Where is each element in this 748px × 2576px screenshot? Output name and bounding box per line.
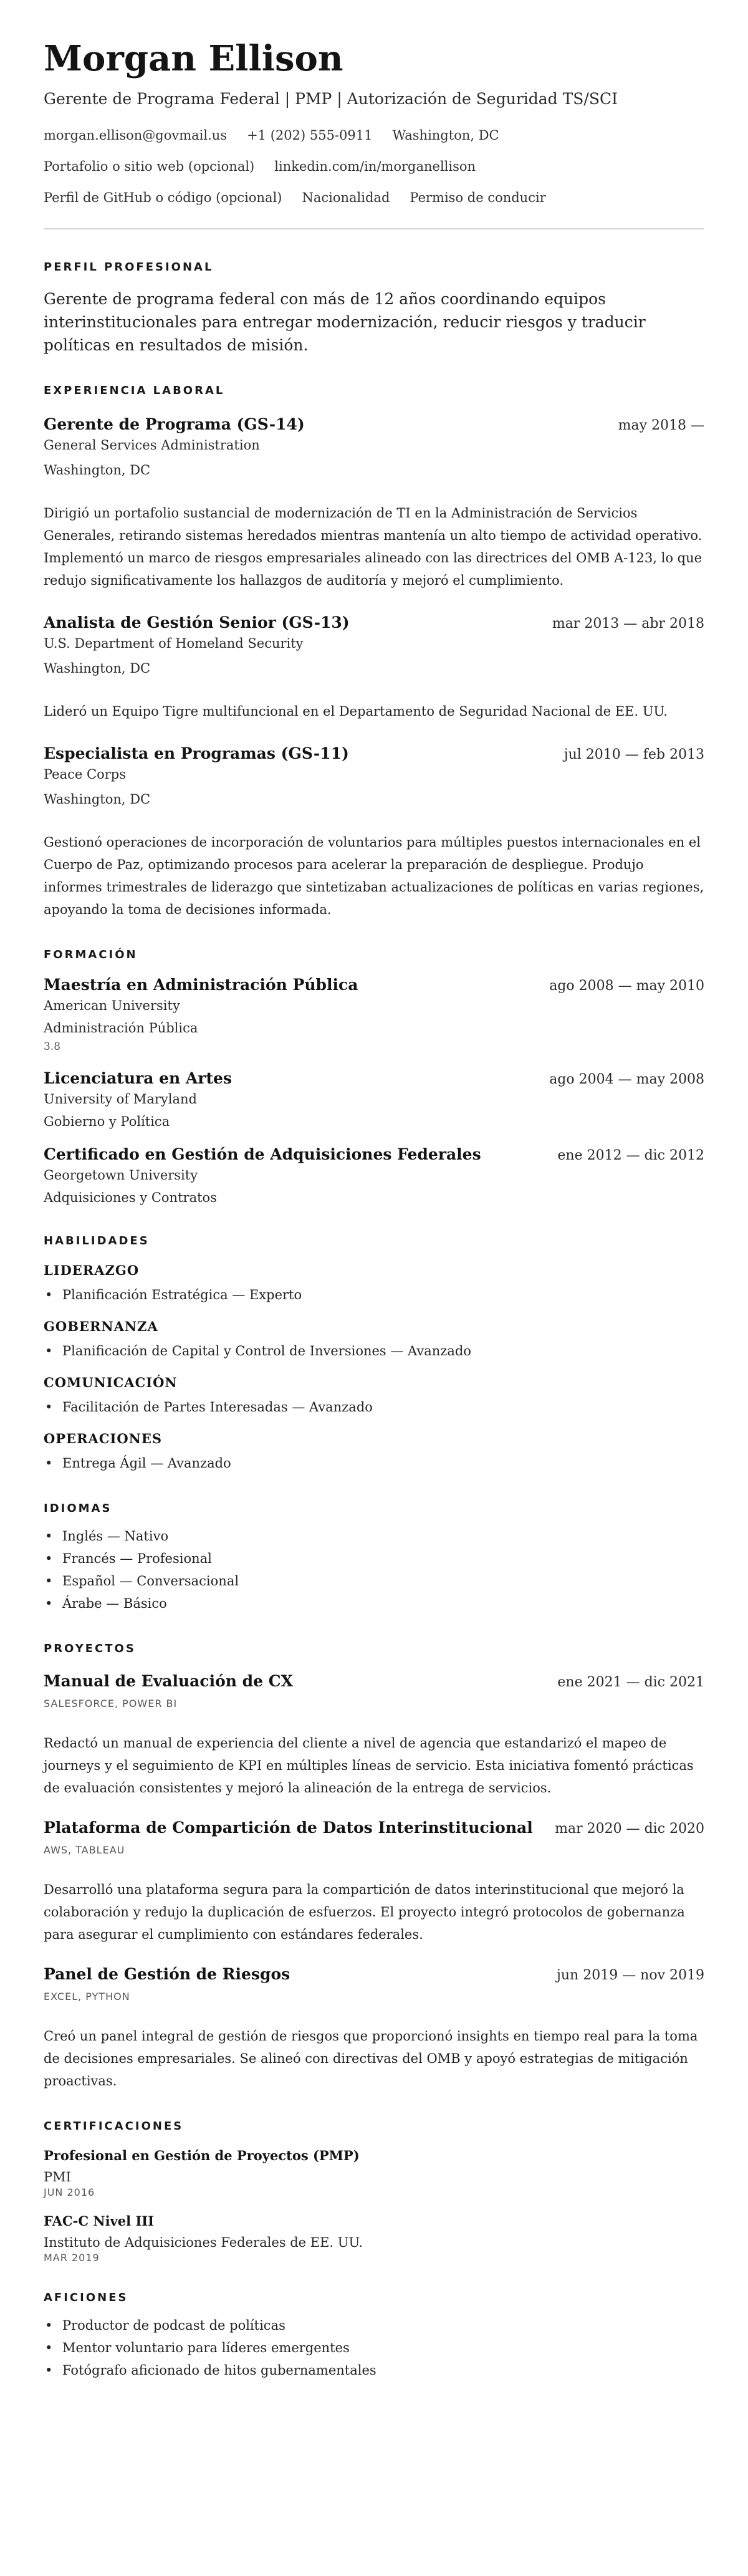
section-title: PROYECTOS	[44, 1642, 136, 1655]
certification-name: Profesional en Gestión de Proyectos (PMP)	[44, 2148, 360, 2163]
job-dates: jul 2010 — feb 2013	[563, 747, 704, 762]
entry-header	[44, 744, 704, 765]
skills-section	[44, 1234, 704, 1474]
hobby-list	[44, 2314, 704, 2381]
degree-title: Maestría en Administración Pública	[44, 976, 358, 994]
education-dates: ago 2008 — may 2010	[549, 978, 704, 994]
resume-header	[44, 37, 704, 207]
list-item: • Productor de podcast de políticas	[44, 2314, 704, 2337]
project-name: Plataforma de Compartición de Datos Interinstitucional	[44, 1819, 533, 1837]
section-title: FORMACIÓN	[44, 948, 138, 961]
hobbies-section	[44, 2291, 704, 2381]
project-dates: jun 2019 — nov 2019	[557, 1968, 704, 1983]
list-item: • Árabe — Básico	[44, 1592, 704, 1615]
project-description: Redactó un manual de experiencia del cliente a nivel de agencia que estandarizó el mapeo de journeys y el seguimiento de KPI en múltiples líneas de servicio. Esta iniciativa fomentó prácticas de evaluación consistentes y mejoró la alineación de la entrega de servicios.	[44, 1736, 694, 1795]
employer: U.S. Department of Homeland Security	[44, 636, 304, 651]
contact-row	[44, 188, 704, 207]
gpa: 3.8	[44, 1040, 61, 1053]
project-item	[44, 1964, 704, 2092]
phone-number[interactable]: +1 (202) 555-0911	[247, 128, 373, 143]
school-name: American University	[44, 998, 180, 1013]
header-divider	[44, 228, 704, 229]
skill-group	[44, 1261, 704, 1306]
skill-group-title: COMUNICACIÓN	[44, 1375, 178, 1390]
entry-header	[44, 1818, 704, 1839]
field-of-study: Gobierno y Política	[44, 1114, 170, 1129]
contact-row	[44, 126, 704, 145]
education-dates: ene 2012 — dic 2012	[557, 1148, 704, 1163]
certification-name: FAC-C Nivel III	[44, 2213, 154, 2229]
experience-item	[44, 613, 704, 723]
section-title: EXPERIENCIA LABORAL	[44, 384, 225, 397]
drivers-license: Permiso de conducir	[410, 190, 546, 205]
list-item: • Entrega Ágil — Avanzado	[44, 1452, 704, 1474]
degree-title: Certificado en Gestión de Adquisiciones Federales	[44, 1145, 481, 1163]
job-dates: mar 2013 — abr 2018	[552, 616, 704, 632]
headline: Gerente de Programa Federal | PMP | Autorización de Seguridad TS/SCI	[44, 90, 618, 108]
entry-header	[44, 1964, 704, 1986]
experience-item	[44, 744, 704, 921]
certification-item	[44, 2146, 704, 2198]
list-item: • Mentor voluntario para líderes emergentes	[44, 2337, 704, 2359]
employer: General Services Administration	[44, 438, 260, 453]
list-item: • Planificación de Capital y Control de Inversiones — Avanzado	[44, 1340, 704, 1362]
experience-item	[44, 415, 704, 592]
section-title: HABILIDADES	[44, 1234, 150, 1247]
list-item: • Francés — Profesional	[44, 1547, 704, 1570]
skill-group-title: GOBERNANZA	[44, 1319, 158, 1334]
project-name: Manual de Evaluación de CX	[44, 1672, 294, 1690]
project-tech: AWS, TABLEAU	[44, 1844, 125, 1856]
entry-header	[44, 975, 704, 996]
entry-header	[44, 1069, 704, 1090]
list-item: • Inglés — Nativo	[44, 1525, 704, 1547]
certification-issuer: Instituto de Adquisiciones Federales de EE. UU.	[44, 2235, 363, 2250]
section-title: IDIOMAS	[44, 1502, 112, 1515]
candidate-name: Morgan Ellison	[44, 38, 343, 79]
list-item: • Español — Conversacional	[44, 1570, 704, 1592]
contact-row	[44, 157, 704, 176]
education-item	[44, 1069, 704, 1131]
languages-section	[44, 1502, 704, 1615]
education-item	[44, 975, 704, 1055]
list-item: • Planificación Estratégica — Experto	[44, 1284, 704, 1306]
project-dates: mar 2020 — dic 2020	[555, 1821, 704, 1837]
list-item: • Fotógrafo aficionado de hitos gubernamentales	[44, 2359, 704, 2381]
job-description: Gestionó operaciones de incorporación de voluntarios para múltiples puestos internacionales en el Cuerpo de Paz, optimizando procesos para acelerar la preparación de despliegue. Produjo informes trimestrales de liderazgo que sintetizaban actualizaciones de políticas en varias regiones, apoyando la toma de decisiones informada.	[44, 835, 704, 917]
education-section	[44, 948, 704, 1207]
job-location: Washington, DC	[44, 792, 151, 807]
employer: Peace Corps	[44, 767, 126, 782]
entry-header	[44, 613, 704, 634]
entry-header	[44, 1145, 704, 1166]
github-link[interactable]: Perfil de GitHub o código (opcional)	[44, 190, 282, 205]
section-title: AFICIONES	[44, 2291, 128, 2304]
job-dates: may 2018 —	[618, 418, 704, 433]
nationality: Nacionalidad	[302, 190, 390, 205]
certification-date: MAR 2019	[44, 2252, 100, 2264]
skill-group	[44, 1317, 704, 1362]
skill-list	[44, 1396, 704, 1418]
certification-issuer: PMI	[44, 2170, 71, 2184]
skill-list	[44, 1452, 704, 1474]
project-name: Panel de Gestión de Riesgos	[44, 1965, 290, 1983]
field-of-study: Adquisiciones y Contratos	[44, 1190, 217, 1205]
portfolio-link[interactable]: Portafolio o sitio web (opcional)	[44, 159, 255, 174]
summary-text: Gerente de programa federal con más de 12 años coordinando equipos interinstitucionales para entregar modernización, reducir riesgos y traducir políticas en resultados de misión.	[44, 290, 646, 354]
project-dates: ene 2021 — dic 2021	[557, 1675, 704, 1690]
certifications-section	[44, 2120, 704, 2264]
skill-group	[44, 1430, 704, 1474]
job-description: Lideró un Equipo Tigre multifuncional en el Departamento de Seguridad Nacional de EE. UU.	[44, 704, 668, 719]
project-item	[44, 1671, 704, 1799]
certification-date: JUN 2016	[44, 2186, 95, 2198]
job-title: Gerente de Programa (GS-14)	[44, 415, 305, 433]
project-item	[44, 1818, 704, 1946]
job-location: Washington, DC	[44, 661, 151, 676]
job-title: Especialista en Programas (GS-11)	[44, 744, 349, 762]
skill-list	[44, 1340, 704, 1362]
job-description: Dirigió un portafolio sustancial de modernización de TI en la Administración de Servicios Generales, retirando sistemas heredados mientras mantenía un alto tiempo de actividad operativo. Implementó un marco de riesgos empresariales alineado con las directrices del OMB A-123, lo que redujo significativamente los hallazgos de auditoría y mejoró el cumplimiento.	[44, 506, 702, 588]
email-link[interactable]: morgan.ellison@govmail.us	[44, 128, 228, 143]
project-description: Desarrolló una plataforma segura para la compartición de datos interinstitucional que mejoró la colaboración y redujo la duplicación de esfuerzos. El proyecto integró protocolos de gobernanza para asegurar el cumplimiento con estándares federales.	[44, 1882, 685, 1942]
contact-block	[44, 126, 704, 207]
field-of-study: Administración Pública	[44, 1021, 198, 1036]
job-location: Washington, DC	[44, 463, 151, 478]
skill-group-title: LIDERAZGO	[44, 1262, 140, 1278]
certification-item	[44, 2212, 704, 2264]
education-item	[44, 1145, 704, 1207]
skill-list	[44, 1284, 704, 1306]
entry-header	[44, 1671, 704, 1693]
entry-header	[44, 415, 704, 436]
degree-title: Licenciatura en Artes	[44, 1069, 232, 1087]
job-title: Analista de Gestión Senior (GS-13)	[44, 613, 350, 632]
project-description: Creó un panel integral de gestión de riesgos que proporcionó insights en tiempo real para la toma de decisiones empresariales. Se alineó con directivas del OMB y apoyó estrategias de mitigación proactivas.	[44, 2029, 698, 2088]
project-tech: SALESFORCE, POWER BI	[44, 1698, 178, 1709]
school-name: Georgetown University	[44, 1168, 198, 1183]
education-dates: ago 2004 — may 2008	[549, 1072, 704, 1087]
project-tech: EXCEL, PYTHON	[44, 1991, 130, 2002]
school-name: University of Maryland	[44, 1092, 197, 1107]
linkedin-link[interactable]: linkedin.com/in/morganellison	[274, 159, 476, 174]
language-list	[44, 1525, 704, 1615]
location: Washington, DC	[392, 128, 499, 143]
experience-section	[44, 384, 704, 921]
skill-group	[44, 1373, 704, 1418]
summary-section	[44, 261, 704, 357]
skill-group-title: OPERACIONES	[44, 1431, 163, 1446]
section-title: CERTIFICACIONES	[44, 2120, 184, 2133]
list-item: • Facilitación de Partes Interesadas — Avanzado	[44, 1396, 704, 1418]
section-title: PERFIL PROFESIONAL	[44, 261, 214, 274]
projects-section	[44, 1642, 704, 2092]
